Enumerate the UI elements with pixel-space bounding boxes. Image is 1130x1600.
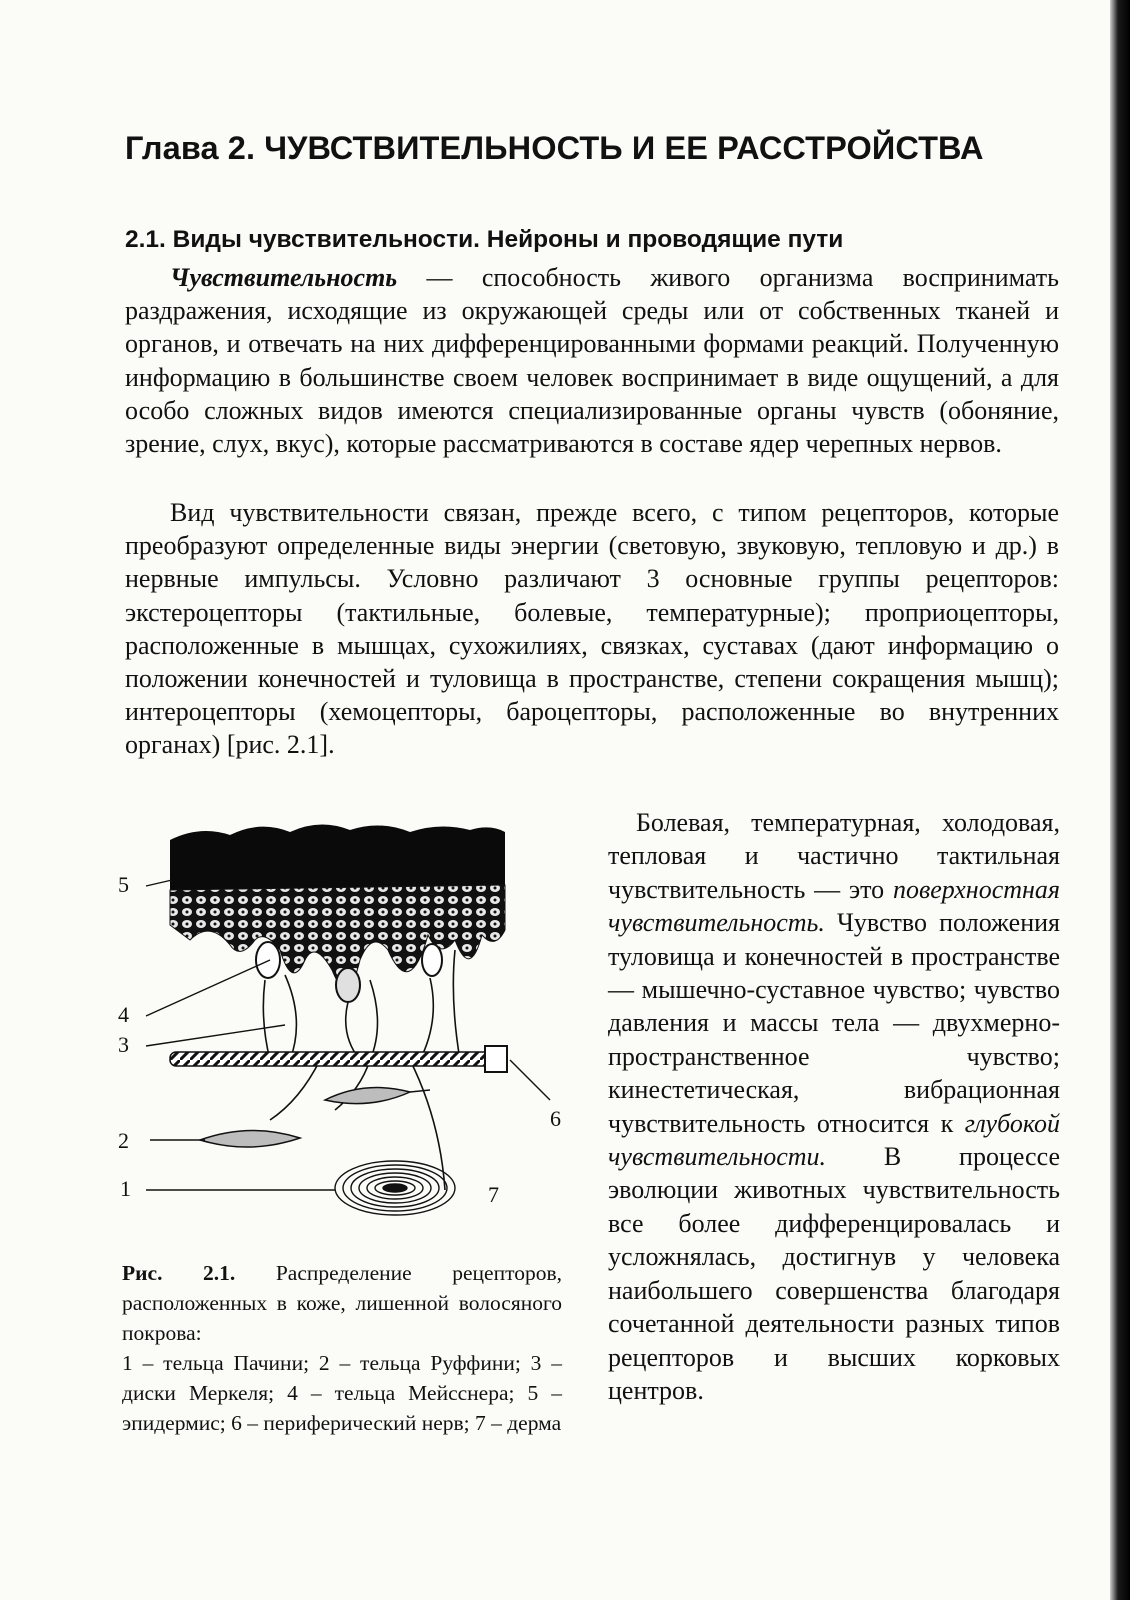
epidermis-cell-layer <box>170 885 505 988</box>
figure-label-7: 7 <box>488 1182 499 1207</box>
figure-skin-receptors <box>110 810 580 1230</box>
ruffini-corpuscle <box>325 1088 410 1104</box>
merkel-disc-layer <box>170 1052 500 1066</box>
figure-label-4: 4 <box>118 1002 129 1027</box>
peripheral-nerve <box>485 1046 507 1072</box>
paragraph-sensitivity-definition <box>125 261 1059 460</box>
meissner-corpuscle <box>422 944 442 976</box>
figure-caption <box>122 1258 562 1438</box>
term-sensitivity: Чувствительность <box>170 263 398 292</box>
paragraph-receptor-types: Вид чувствительности связан, прежде всего, с типом рецепторов, которые преобразуют определенные виды энергии (световую, звуковую, тепловую и др.) в нервные импульсы. Условно различают 3 основные группы рецепторов: экстероцепторы (тактильные, болевые, температурные); проприоцепторы, расположенные в мышцах, сухожилиях, связках, суставах (дают информацию о положении конечностей и туловища в пространстве, степени сокращения мышц); интероцепторы (хемоцепторы, бароцепторы, расположенные во внутренних органах) [рис. 2.1]. <box>125 498 1059 760</box>
figure-label-5: 5 <box>118 872 129 897</box>
right-text-1: Болевая, температурная, холодовая, тепловая и частично тактильная чувствительность — это <box>608 808 1060 904</box>
paragraph-sensitivity-kinds <box>608 806 1060 1407</box>
epidermis-top-layer <box>170 824 505 890</box>
figure-label-2: 2 <box>118 1128 129 1153</box>
right-text-3: В процессе эволюции животных чувствительность все более дифференцировалась и усложнялась, достигнув у человека наибольшего совершенства благодаря сочетанной деятельности разных типов рецепторов и высших корковых центров. <box>608 1142 1060 1405</box>
pacinian-corpuscle <box>335 1161 455 1215</box>
figure-label-1: 1 <box>120 1176 131 1201</box>
caption-title-line <box>122 1258 562 1348</box>
caption-legend: 1 – тельца Пачини; 2 – тельца Руффини; 3 – диски Меркеля; 4 – тельца Мейсснера; 5 – эпидермис; 6 – периферический нерв; 7 – дерма <box>122 1351 562 1435</box>
chapter-title: Глава 2. ЧУВСТВИТЕЛЬНОСТЬ И ЕЕ РАССТРОЙСТВА <box>125 130 984 166</box>
book-spine-edge <box>1110 0 1130 1600</box>
term-superficial-sensitivity: поверхностная чувствительность. <box>608 874 1060 938</box>
ruffini-corpuscle <box>200 1130 300 1147</box>
section-title: 2.1. Виды чувствительности. Нейроны и проводящие пути <box>125 226 844 253</box>
nerve-fibers <box>263 950 460 1190</box>
meissner-corpuscle <box>336 968 360 1002</box>
paragraph-1-text: — способность живого организма воспринимать раздражения, исходящие из окружающей среды или от собственных тканей и органов, и отвечать на них дифференцированными формами реакций. Полученную информацию в большинстве своем человек воспринимает в виде ощущений, а для особо сложных видов имеются специализированные органы чувств (обоняние, зрение, слух, вкус), которые рассматриваются в составе ядер черепных нервов. <box>125 263 1059 459</box>
caption-lead: Рис. 2.1. <box>122 1261 236 1285</box>
meissner-corpuscle <box>256 942 280 978</box>
caption-title: Распределение рецепторов, расположенных в коже, лишенной волосяного покрова: <box>122 1261 562 1345</box>
right-text-2: Чувство положения туловища и конечностей в пространстве — мышечно-суставное чувство; чувство давления и массы тела — двухмерно-пространственное чувство; кинестетическая, вибрационная чувствительность относится к <box>608 908 1060 1138</box>
skin-receptors-diagram <box>110 810 580 1230</box>
term-deep-sensitivity: глубокой чувствительности. <box>608 1108 1060 1172</box>
figure-label-3: 3 <box>118 1032 129 1057</box>
figure-label-6: 6 <box>550 1106 561 1131</box>
